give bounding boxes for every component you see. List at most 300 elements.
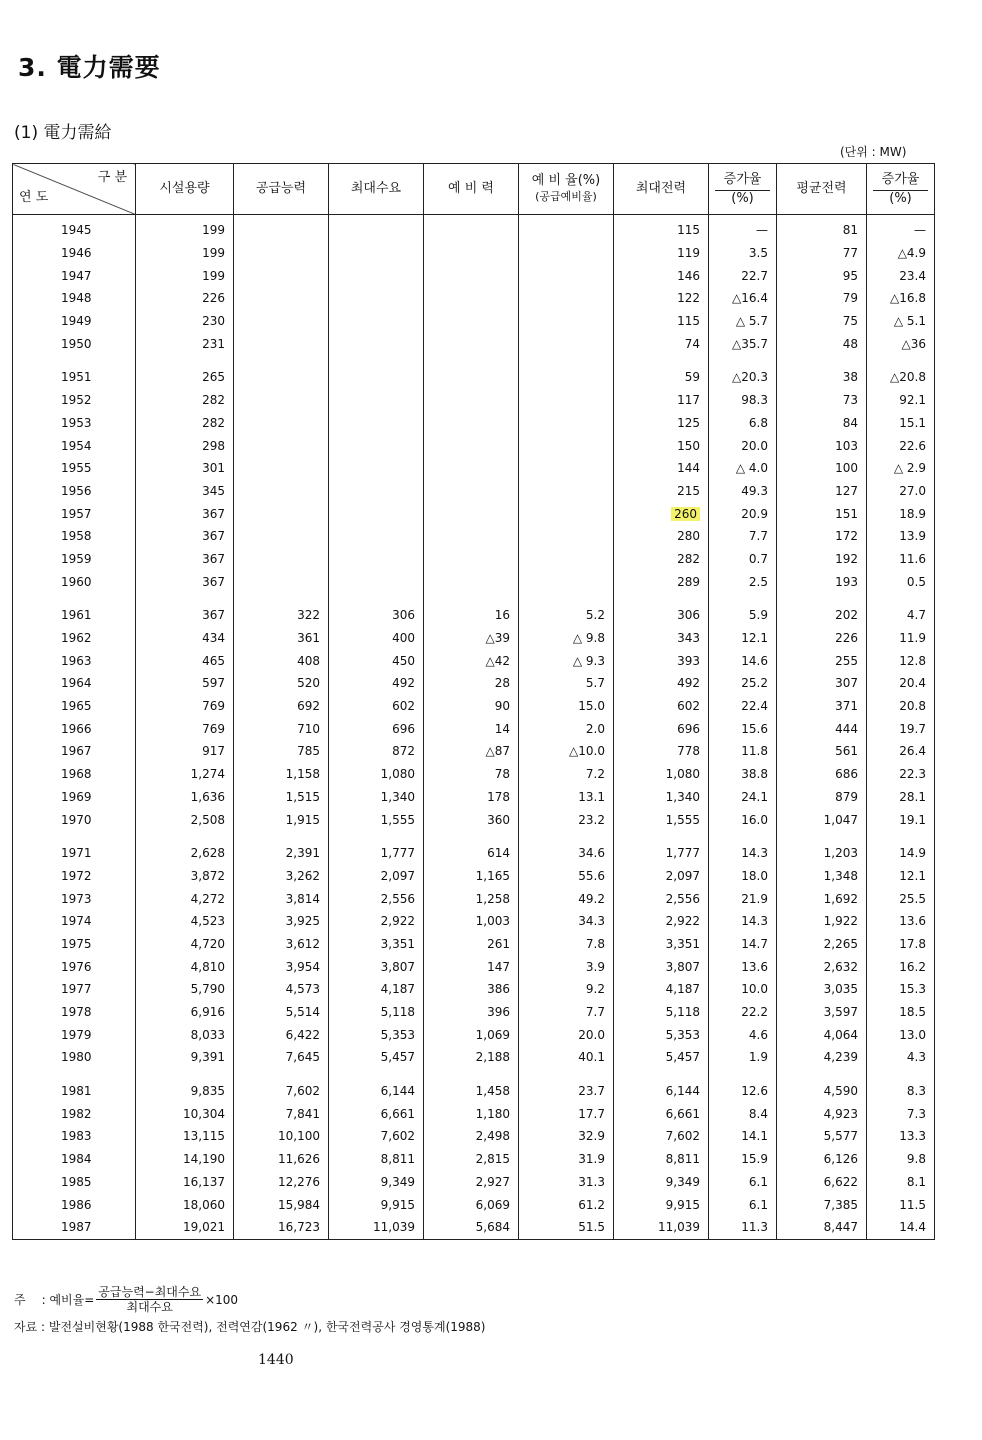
cell-max-demand: [329, 525, 424, 548]
header-reserve-rate-sub: (공급예비율): [535, 190, 597, 203]
table-row: [13, 1001, 935, 1024]
cell-reserve: [424, 434, 519, 457]
gap-cell: [329, 355, 424, 366]
cell-max-demand: [329, 366, 424, 389]
cell-reserve: 14: [424, 717, 519, 740]
cell-supply: [234, 310, 329, 333]
header-peak: 최대전력: [614, 164, 709, 215]
cell-year: 1951: [13, 366, 136, 389]
cell-avg: 686: [777, 763, 867, 786]
cell-year: 1959: [13, 548, 136, 571]
gap-cell: [519, 355, 614, 366]
cell-peak-growth: 14.7: [709, 933, 777, 956]
cell-peak-growth: 15.6: [709, 717, 777, 740]
gap-cell: [424, 1069, 519, 1080]
cell-year: 1955: [13, 457, 136, 480]
table-row: [13, 287, 935, 310]
cell-capacity: 265: [136, 366, 234, 389]
cell-reserve-rate: [519, 389, 614, 412]
cell-peak-growth: 25.2: [709, 672, 777, 695]
formula-denominator: 최대수요: [126, 1300, 173, 1314]
cell-avg-growth: 22.3: [867, 763, 935, 786]
cell-peak-growth: 38.8: [709, 763, 777, 786]
cell-reserve-rate: 5.7: [519, 672, 614, 695]
cell-reserve: [424, 215, 519, 242]
cell-capacity: 14,190: [136, 1148, 234, 1171]
cell-avg: 79: [777, 287, 867, 310]
cell-peak-growth: 10.0: [709, 978, 777, 1001]
cell-reserve-rate: △ 9.8: [519, 627, 614, 650]
footnote-label: 주: [14, 1293, 26, 1307]
header-peak-growth: [709, 164, 777, 215]
cell-supply: [234, 264, 329, 287]
cell-reserve: 147: [424, 955, 519, 978]
cell-reserve: 16: [424, 604, 519, 627]
cell-avg: 255: [777, 649, 867, 672]
cell-peak-growth: 15.9: [709, 1148, 777, 1171]
gap-cell: [136, 355, 234, 366]
table-row: [13, 1080, 935, 1103]
cell-reserve: [424, 480, 519, 503]
gap-cell: [234, 355, 329, 366]
cell-peak: 778: [614, 740, 709, 763]
cell-avg: 81: [777, 215, 867, 242]
cell-year: 1965: [13, 695, 136, 718]
table-row: [13, 366, 935, 389]
cell-reserve: 1,258: [424, 887, 519, 910]
cell-max-demand: 696: [329, 717, 424, 740]
cell-reserve-rate: 3.9: [519, 955, 614, 978]
cell-year: 1984: [13, 1148, 136, 1171]
cell-max-demand: [329, 457, 424, 480]
cell-max-demand: [329, 480, 424, 503]
cell-supply: [234, 366, 329, 389]
cell-avg-growth: 18.5: [867, 1001, 935, 1024]
gap-cell: [424, 593, 519, 604]
cell-reserve: [424, 287, 519, 310]
cell-avg: 879: [777, 786, 867, 809]
cell-avg: 2,632: [777, 955, 867, 978]
cell-reserve-rate: 34.6: [519, 842, 614, 865]
cell-capacity: 4,720: [136, 933, 234, 956]
cell-max-demand: 8,811: [329, 1148, 424, 1171]
cell-reserve: △39: [424, 627, 519, 650]
cell-peak-growth: —: [709, 215, 777, 242]
cell-reserve-rate: [519, 525, 614, 548]
cell-capacity: 367: [136, 604, 234, 627]
cell-peak-growth: 14.1: [709, 1125, 777, 1148]
cell-avg-growth: 11.5: [867, 1193, 935, 1216]
cell-year: 1960: [13, 570, 136, 593]
cell-max-demand: 6,144: [329, 1080, 424, 1103]
gap-cell: [777, 355, 867, 366]
page-number: 1440: [258, 1352, 294, 1368]
cell-avg-growth: △20.8: [867, 366, 935, 389]
cell-avg-growth: △16.8: [867, 287, 935, 310]
cell-reserve: 2,188: [424, 1046, 519, 1069]
table-header-row: [13, 164, 935, 215]
header-reserve-rate: [519, 164, 614, 215]
gap-cell: [614, 1069, 709, 1080]
cell-avg: 371: [777, 695, 867, 718]
cell-avg: 2,265: [777, 933, 867, 956]
cell-peak: 3,351: [614, 933, 709, 956]
cell-avg: 75: [777, 310, 867, 333]
cell-year: 1973: [13, 887, 136, 910]
cell-peak: 11,039: [614, 1216, 709, 1239]
cell-reserve: 1,069: [424, 1023, 519, 1046]
cell-avg-growth: 19.7: [867, 717, 935, 740]
gap-cell: [777, 1069, 867, 1080]
cell-reserve-rate: [519, 332, 614, 355]
cell-reserve-rate: 20.0: [519, 1023, 614, 1046]
cell-reserve-rate: 61.2: [519, 1193, 614, 1216]
gap-cell: [424, 355, 519, 366]
cell-avg-growth: 8.3: [867, 1080, 935, 1103]
cell-capacity: 282: [136, 412, 234, 435]
cell-reserve: 2,815: [424, 1148, 519, 1171]
cell-capacity: 917: [136, 740, 234, 763]
cell-reserve: 1,165: [424, 865, 519, 888]
unit-label: (단위 : MW): [840, 145, 907, 159]
cell-supply: 3,925: [234, 910, 329, 933]
cell-peak: 1,080: [614, 763, 709, 786]
power-supply-demand-table: [12, 163, 935, 1240]
cell-peak-growth: 11.3: [709, 1216, 777, 1239]
cell-reserve: 360: [424, 808, 519, 831]
cell-peak: 125: [614, 412, 709, 435]
cell-reserve-rate: 2.0: [519, 717, 614, 740]
cell-year: 1977: [13, 978, 136, 1001]
table-row: [13, 1125, 935, 1148]
table-row: [13, 457, 935, 480]
cell-year: 1945: [13, 215, 136, 242]
gap-cell: [709, 355, 777, 366]
cell-year: 1961: [13, 604, 136, 627]
cell-capacity: 231: [136, 332, 234, 355]
header-reserve-rate-label: 예 비 율(%): [531, 173, 601, 189]
cell-year: 1978: [13, 1001, 136, 1024]
table-row: [13, 955, 935, 978]
cell-avg-growth: 20.4: [867, 672, 935, 695]
table-row: [13, 978, 935, 1001]
cell-reserve: 261: [424, 933, 519, 956]
cell-avg-growth: 25.5: [867, 887, 935, 910]
cell-max-demand: 2,556: [329, 887, 424, 910]
cell-reserve: 1,003: [424, 910, 519, 933]
cell-year: 1958: [13, 525, 136, 548]
cell-capacity: 465: [136, 649, 234, 672]
header-avg-growth: [867, 164, 935, 215]
cell-avg: 4,239: [777, 1046, 867, 1069]
subsection-title: (1) 電力需給: [14, 123, 112, 143]
cell-max-demand: 7,602: [329, 1125, 424, 1148]
cell-reserve-rate: 23.7: [519, 1080, 614, 1103]
cell-peak: 117: [614, 389, 709, 412]
cell-max-demand: 400: [329, 627, 424, 650]
cell-max-demand: 1,555: [329, 808, 424, 831]
gap-cell: [867, 355, 935, 366]
cell-peak: 150: [614, 434, 709, 457]
gap-cell: [709, 1069, 777, 1080]
cell-capacity: 226: [136, 287, 234, 310]
cell-max-demand: 5,118: [329, 1001, 424, 1024]
cell-capacity: 19,021: [136, 1216, 234, 1239]
cell-capacity: 4,272: [136, 887, 234, 910]
cell-peak: 282: [614, 548, 709, 571]
cell-capacity: 10,304: [136, 1102, 234, 1125]
cell-capacity: 2,508: [136, 808, 234, 831]
cell-avg: 3,035: [777, 978, 867, 1001]
cell-peak: 215: [614, 480, 709, 503]
header-peak-growth-label: 증가율: [723, 171, 762, 187]
cell-capacity: 6,916: [136, 1001, 234, 1024]
cell-avg: 307: [777, 672, 867, 695]
cell-peak-growth: 12.6: [709, 1080, 777, 1103]
cell-peak-growth: 20.0: [709, 434, 777, 457]
cell-peak: 6,661: [614, 1102, 709, 1125]
table-row: [13, 434, 935, 457]
cell-supply: 5,514: [234, 1001, 329, 1024]
cell-capacity: 199: [136, 242, 234, 265]
cell-avg-growth: 11.6: [867, 548, 935, 571]
cell-reserve: 90: [424, 695, 519, 718]
cell-avg: 226: [777, 627, 867, 650]
table-row: [13, 627, 935, 650]
cell-supply: 7,645: [234, 1046, 329, 1069]
cell-avg: 4,923: [777, 1102, 867, 1125]
cell-year: 1967: [13, 740, 136, 763]
table-row: [13, 740, 935, 763]
cell-supply: 12,276: [234, 1171, 329, 1194]
header-avg-growth-label: 증가율: [881, 171, 920, 187]
header-reserve: 예 비 력: [424, 164, 519, 215]
cell-reserve: [424, 264, 519, 287]
cell-peak: [614, 502, 709, 525]
cell-supply: 11,626: [234, 1148, 329, 1171]
cell-reserve-rate: 40.1: [519, 1046, 614, 1069]
cell-year: 1964: [13, 672, 136, 695]
cell-peak: 122: [614, 287, 709, 310]
cell-year: 1980: [13, 1046, 136, 1069]
cell-reserve-rate: 49.2: [519, 887, 614, 910]
cell-peak: 343: [614, 627, 709, 650]
cell-peak-growth: 5.9: [709, 604, 777, 627]
table-row: [13, 933, 935, 956]
cell-max-demand: 1,080: [329, 763, 424, 786]
cell-peak: 115: [614, 310, 709, 333]
cell-year: 1946: [13, 242, 136, 265]
cell-max-demand: 3,807: [329, 955, 424, 978]
cell-max-demand: 1,340: [329, 786, 424, 809]
cell-supply: 3,954: [234, 955, 329, 978]
cell-reserve-rate: 34.3: [519, 910, 614, 933]
cell-peak: 3,807: [614, 955, 709, 978]
cell-max-demand: 1,777: [329, 842, 424, 865]
cell-reserve-rate: [519, 412, 614, 435]
cell-year: 1962: [13, 627, 136, 650]
cell-peak: 602: [614, 695, 709, 718]
gap-cell: [519, 593, 614, 604]
cell-supply: [234, 457, 329, 480]
cell-avg-growth: 20.8: [867, 695, 935, 718]
cell-peak-growth: 14.3: [709, 842, 777, 865]
cell-max-demand: 4,187: [329, 978, 424, 1001]
cell-peak-growth: △ 5.7: [709, 310, 777, 333]
cell-avg: 444: [777, 717, 867, 740]
cell-supply: [234, 389, 329, 412]
gap-cell: [709, 593, 777, 604]
cell-peak-growth: 6.1: [709, 1171, 777, 1194]
cell-reserve: 28: [424, 672, 519, 695]
cell-supply: [234, 434, 329, 457]
cell-capacity: 230: [136, 310, 234, 333]
cell-peak: 393: [614, 649, 709, 672]
cell-year: 1971: [13, 842, 136, 865]
cell-reserve-rate: 31.3: [519, 1171, 614, 1194]
cell-avg: 6,126: [777, 1148, 867, 1171]
table-row: [13, 1148, 935, 1171]
cell-reserve-rate: [519, 242, 614, 265]
gap-cell: [777, 831, 867, 842]
cell-avg: 84: [777, 412, 867, 435]
cell-supply: 3,262: [234, 865, 329, 888]
table-row: [13, 502, 935, 525]
cell-peak: 115: [614, 215, 709, 242]
cell-avg: 48: [777, 332, 867, 355]
cell-peak-growth: 6.1: [709, 1193, 777, 1216]
gap-cell: [234, 1069, 329, 1080]
cell-reserve-rate: 15.0: [519, 695, 614, 718]
cell-reserve: △87: [424, 740, 519, 763]
cell-max-demand: 9,349: [329, 1171, 424, 1194]
cell-max-demand: [329, 242, 424, 265]
table-row: [13, 1102, 935, 1125]
cell-peak: 9,915: [614, 1193, 709, 1216]
cell-max-demand: 872: [329, 740, 424, 763]
cell-year: 1968: [13, 763, 136, 786]
cell-peak: 1,777: [614, 842, 709, 865]
cell-avg: 95: [777, 264, 867, 287]
header-supply: 공급능력: [234, 164, 329, 215]
cell-supply: [234, 570, 329, 593]
cell-peak-growth: 3.5: [709, 242, 777, 265]
cell-year: 1948: [13, 287, 136, 310]
cell-supply: [234, 412, 329, 435]
cell-reserve: [424, 570, 519, 593]
cell-peak: 5,118: [614, 1001, 709, 1024]
cell-supply: 322: [234, 604, 329, 627]
cell-peak-growth: △16.4: [709, 287, 777, 310]
cell-peak-growth: 16.0: [709, 808, 777, 831]
cell-capacity: 1,274: [136, 763, 234, 786]
cell-capacity: 9,835: [136, 1080, 234, 1103]
gap-cell: [614, 593, 709, 604]
cell-year: 1954: [13, 434, 136, 457]
footnote: [14, 1285, 238, 1314]
cell-reserve: 6,069: [424, 1193, 519, 1216]
cell-peak-growth: 4.6: [709, 1023, 777, 1046]
cell-reserve-rate: 55.6: [519, 865, 614, 888]
cell-peak-growth: 14.6: [709, 649, 777, 672]
cell-reserve: 1,458: [424, 1080, 519, 1103]
cell-reserve-rate: [519, 502, 614, 525]
cell-avg-growth: 7.3: [867, 1102, 935, 1125]
cell-peak-growth: 7.7: [709, 525, 777, 548]
gap-cell: [519, 1069, 614, 1080]
cell-reserve-rate: 13.1: [519, 786, 614, 809]
cell-avg-growth: 27.0: [867, 480, 935, 503]
cell-supply: [234, 480, 329, 503]
gap-cell: [614, 831, 709, 842]
cell-capacity: 367: [136, 570, 234, 593]
cell-max-demand: 6,661: [329, 1102, 424, 1125]
cell-year: 1982: [13, 1102, 136, 1125]
cell-max-demand: 5,353: [329, 1023, 424, 1046]
header-avg-growth-unit: (%): [873, 190, 928, 207]
cell-reserve: 5,684: [424, 1216, 519, 1239]
cell-avg: 8,447: [777, 1216, 867, 1239]
cell-avg-growth: 13.9: [867, 525, 935, 548]
cell-supply: 1,158: [234, 763, 329, 786]
cell-reserve-rate: △ 9.3: [519, 649, 614, 672]
cell-capacity: 367: [136, 502, 234, 525]
cell-avg-growth: 8.1: [867, 1171, 935, 1194]
cell-supply: 408: [234, 649, 329, 672]
cell-avg-growth: △36: [867, 332, 935, 355]
cell-peak-growth: 22.2: [709, 1001, 777, 1024]
cell-avg-growth: 14.4: [867, 1216, 935, 1239]
cell-peak-growth: 14.3: [709, 910, 777, 933]
table-row: [13, 310, 935, 333]
cell-supply: 2,391: [234, 842, 329, 865]
cell-supply: [234, 525, 329, 548]
table-row: [13, 215, 935, 242]
cell-reserve-rate: 17.7: [519, 1102, 614, 1125]
cell-year: 1969: [13, 786, 136, 809]
cell-peak-growth: 22.4: [709, 695, 777, 718]
cell-max-demand: 306: [329, 604, 424, 627]
cell-year: 1972: [13, 865, 136, 888]
table-row: [13, 242, 935, 265]
cell-reserve-rate: [519, 366, 614, 389]
table-row: [13, 1171, 935, 1194]
cell-avg: 103: [777, 434, 867, 457]
footnote-prefix: : 예비율=: [41, 1293, 95, 1307]
gap-cell: [709, 831, 777, 842]
cell-reserve-rate: [519, 548, 614, 571]
cell-avg: 6,622: [777, 1171, 867, 1194]
cell-peak-growth: 21.9: [709, 887, 777, 910]
table-row: [13, 570, 935, 593]
cell-capacity: 4,810: [136, 955, 234, 978]
cell-supply: 785: [234, 740, 329, 763]
cell-supply: 1,515: [234, 786, 329, 809]
cell-max-demand: [329, 502, 424, 525]
formula-fraction: [96, 1285, 203, 1314]
cell-avg-growth: △ 2.9: [867, 457, 935, 480]
gap-cell: [329, 1069, 424, 1080]
row-gap: [13, 355, 935, 366]
cell-year: 1956: [13, 480, 136, 503]
cell-capacity: 2,628: [136, 842, 234, 865]
table-row: [13, 332, 935, 355]
cell-max-demand: 3,351: [329, 933, 424, 956]
cell-supply: [234, 502, 329, 525]
cell-capacity: 18,060: [136, 1193, 234, 1216]
cell-reserve-rate: [519, 215, 614, 242]
cell-avg: 1,203: [777, 842, 867, 865]
